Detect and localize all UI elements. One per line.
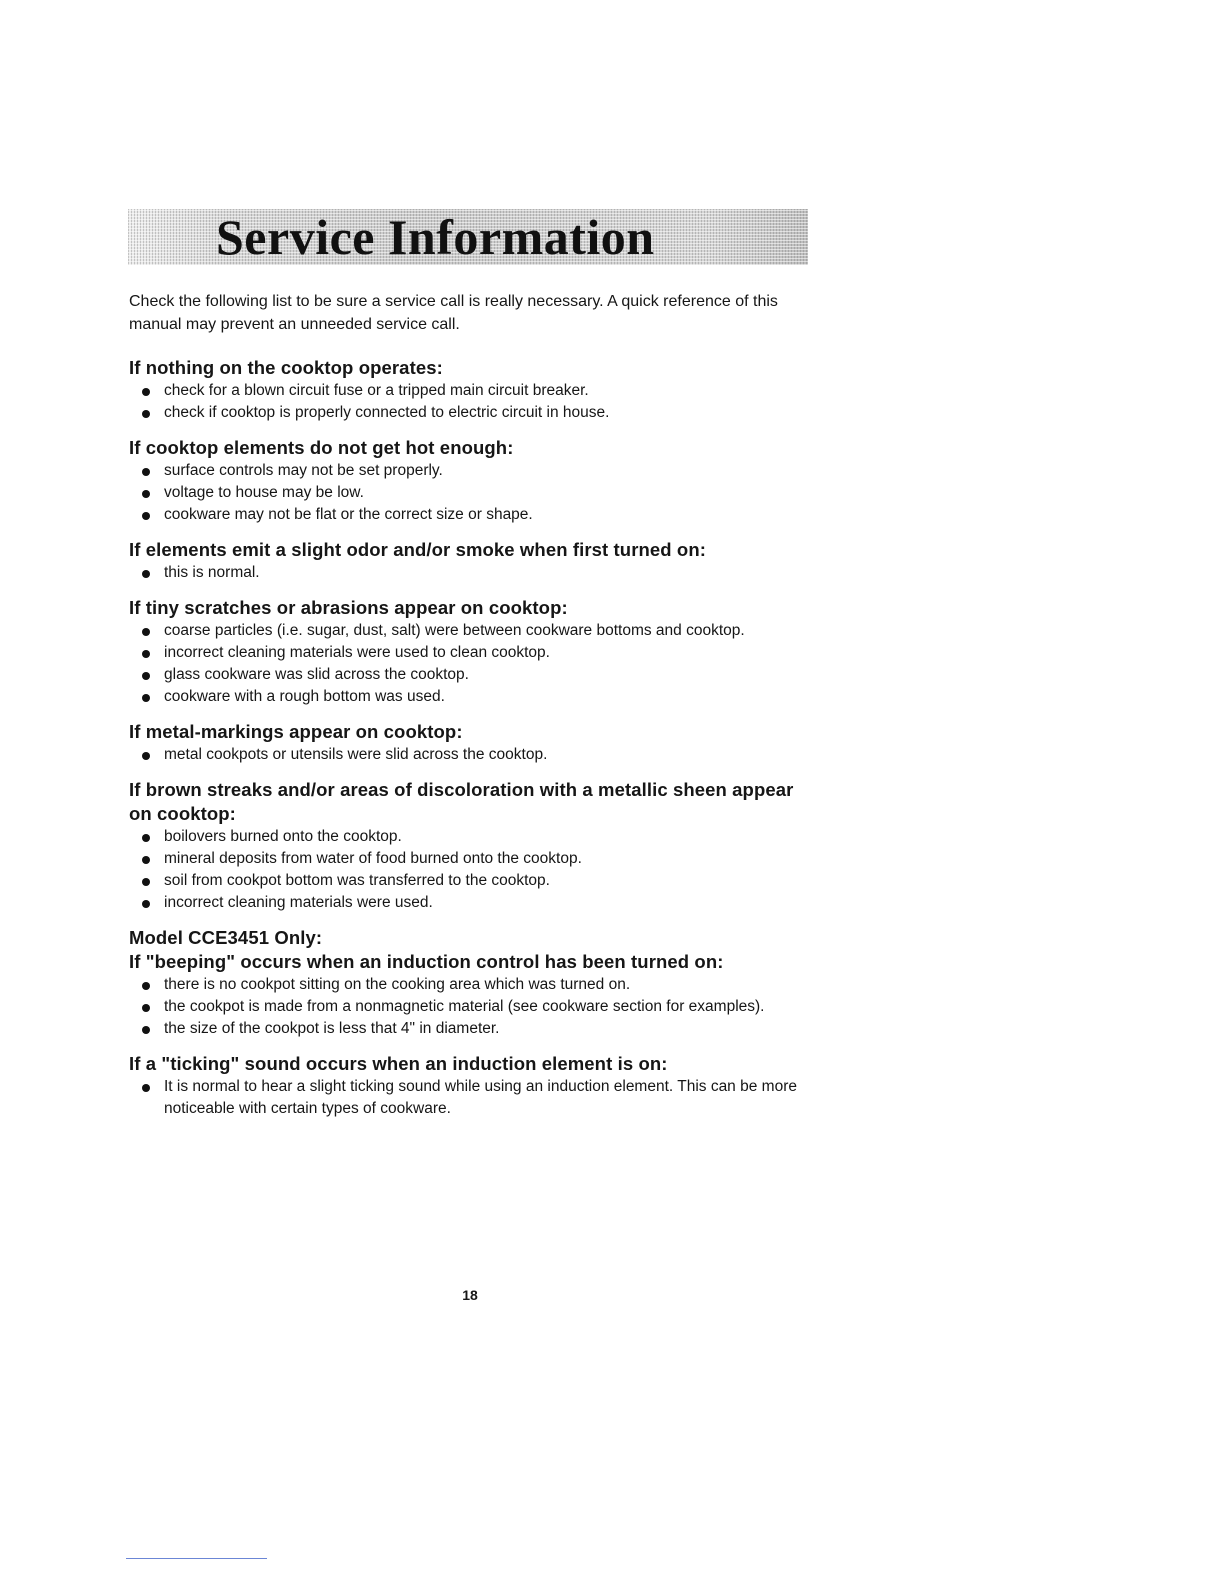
bullet-icon [142, 900, 150, 908]
list-item [129, 848, 819, 870]
troubleshooting-list [129, 356, 819, 1132]
bullet-icon [142, 650, 150, 658]
section-heading: If brown streaks and/or areas of discoloration with a metallic sheen appear on cooktop: [129, 779, 794, 824]
bullet-list [129, 744, 819, 766]
intro-paragraph: Check the following list to be sure a service call is really necessary. A quick reference of this manual may prevent an unneeded service call. [129, 293, 778, 333]
troubleshooting-section [129, 778, 819, 914]
list-item [129, 1076, 819, 1120]
bullet-list [129, 620, 819, 708]
bullet-list [129, 380, 819, 424]
footer-rule [126, 1558, 267, 1559]
troubleshooting-section [129, 1052, 819, 1120]
list-item-text: It is normal to hear a slight ticking sound while using an induction element. This can be more noticeable with certain types of cookware. [164, 1078, 797, 1117]
bullet-icon [142, 982, 150, 990]
troubleshooting-section [129, 356, 819, 424]
list-item [129, 482, 819, 504]
list-item [129, 996, 819, 1018]
bullet-icon [142, 1004, 150, 1012]
list-item-text: mineral deposits from water of food burned onto the cooktop. [164, 850, 582, 867]
list-item-text: this is normal. [164, 564, 260, 581]
bullet-icon [142, 752, 150, 760]
section-heading: Model CCE3451 Only: [129, 927, 323, 948]
bullet-list [129, 562, 819, 584]
list-item [129, 870, 819, 892]
bullet-icon [142, 468, 150, 476]
bullet-icon [142, 490, 150, 498]
troubleshooting-section [129, 436, 819, 526]
bullet-icon [142, 388, 150, 396]
list-item [129, 686, 819, 708]
section-heading: If a "ticking" sound occurs when an induction element is on: [129, 1053, 668, 1074]
bullet-icon [142, 628, 150, 636]
section-heading: If cooktop elements do not get hot enough: [129, 437, 514, 458]
list-item [129, 562, 819, 584]
troubleshooting-section [129, 596, 819, 708]
list-item-text: there is no cookpot sitting on the cooking area which was turned on. [164, 976, 631, 993]
section-heading: If "beeping" occurs when an induction control has been turned on: [129, 951, 724, 972]
list-item-text: incorrect cleaning materials were used to clean cooktop. [164, 644, 550, 661]
list-item-text: glass cookware was slid across the cooktop. [164, 666, 469, 683]
list-item [129, 504, 819, 526]
list-item-text: cookware may not be flat or the correct size or shape. [164, 506, 533, 523]
list-item [129, 380, 819, 402]
title-banner [128, 209, 808, 265]
list-item [129, 892, 819, 914]
troubleshooting-section [129, 720, 819, 766]
troubleshooting-section [129, 538, 819, 584]
list-item-text: boilovers burned onto the cooktop. [164, 828, 402, 845]
list-item-text: check if cooktop is properly connected to electric circuit in house. [164, 404, 610, 421]
bullet-list [129, 826, 819, 914]
bullet-list [129, 460, 819, 526]
section-heading: If metal-markings appear on cooktop: [129, 721, 463, 742]
bullet-icon [142, 694, 150, 702]
list-item-text: surface controls may not be set properly. [164, 462, 443, 479]
section-heading: If elements emit a slight odor and/or smoke when first turned on: [129, 539, 706, 560]
list-item-text: voltage to house may be low. [164, 484, 364, 501]
list-item [129, 744, 819, 766]
list-item-text: check for a blown circuit fuse or a tripped main circuit breaker. [164, 382, 589, 399]
troubleshooting-section [129, 926, 819, 1040]
list-item-text: the cookpot is made from a nonmagnetic material (see cookware section for examples). [164, 998, 765, 1015]
list-item-text: the size of the cookpot is less that 4" in diameter. [164, 1020, 500, 1037]
bullet-icon [142, 512, 150, 520]
bullet-icon [142, 570, 150, 578]
list-item [129, 642, 819, 664]
page-number: 18 [462, 1287, 478, 1303]
list-item [129, 402, 819, 424]
section-heading: If tiny scratches or abrasions appear on cooktop: [129, 597, 568, 618]
list-item [129, 460, 819, 482]
bullet-icon [142, 856, 150, 864]
list-item [129, 664, 819, 686]
section-heading: If nothing on the cooktop operates: [129, 357, 443, 378]
bullet-icon [142, 834, 150, 842]
page-title: Service Information [216, 209, 655, 265]
bullet-icon [142, 672, 150, 680]
list-item-text: incorrect cleaning materials were used. [164, 894, 433, 911]
list-item [129, 974, 819, 996]
bullet-icon [142, 878, 150, 886]
list-item-text: soil from cookpot bottom was transferred to the cooktop. [164, 872, 550, 889]
list-item-text: coarse particles (i.e. sugar, dust, salt) were between cookware bottoms and cooktop. [164, 622, 745, 639]
bullet-icon [142, 1084, 150, 1092]
bullet-list [129, 974, 819, 1040]
bullet-list [129, 1076, 819, 1120]
list-item-text: cookware with a rough bottom was used. [164, 688, 445, 705]
bullet-icon [142, 410, 150, 418]
list-item [129, 620, 819, 642]
bullet-icon [142, 1026, 150, 1034]
list-item [129, 1018, 819, 1040]
list-item [129, 826, 819, 848]
list-item-text: metal cookpots or utensils were slid across the cooktop. [164, 746, 548, 763]
